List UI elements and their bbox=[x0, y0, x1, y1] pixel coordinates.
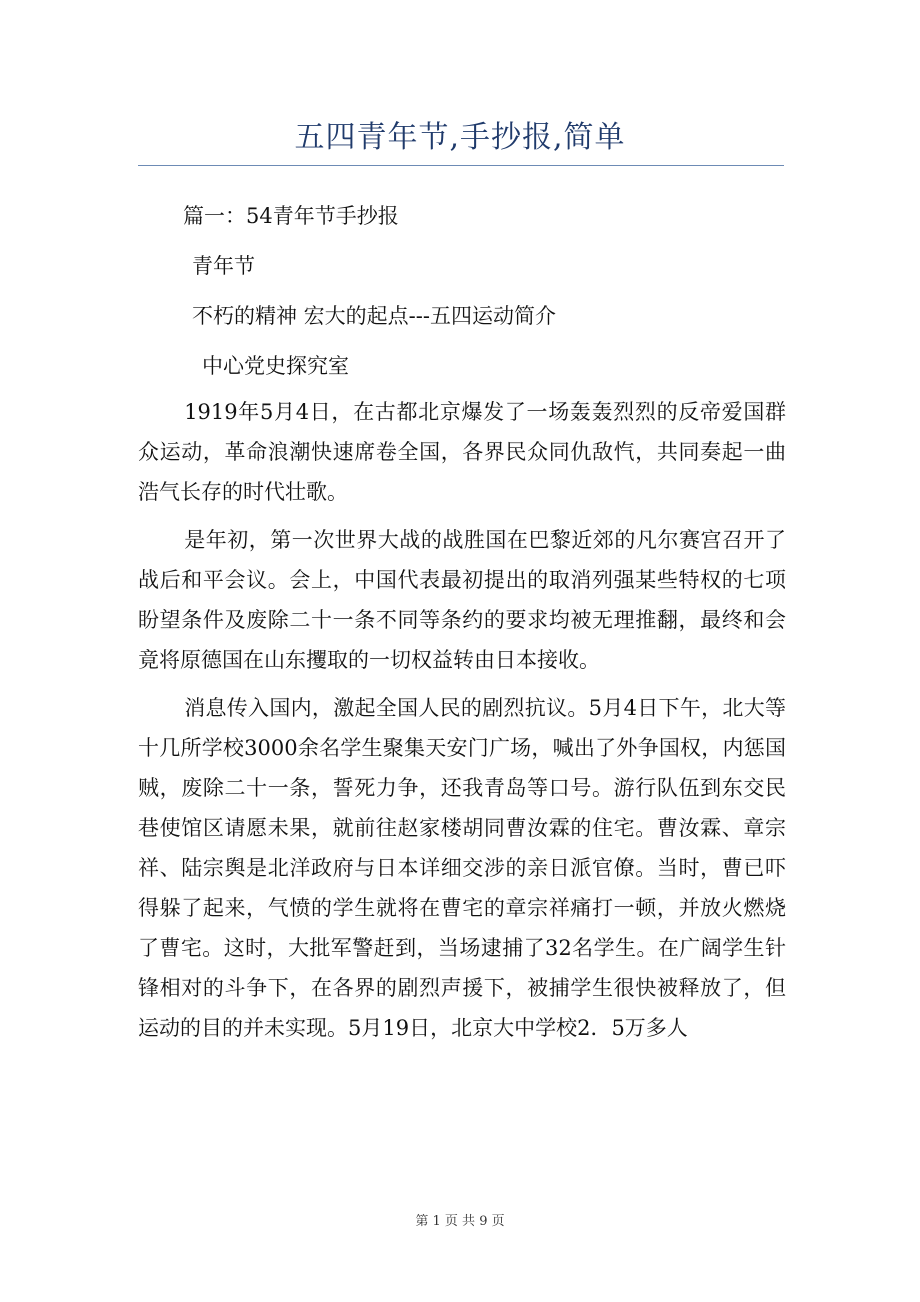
article-title: 不朽的精神 宏大的起点---五四运动简介 bbox=[192, 304, 556, 328]
title-divider bbox=[138, 165, 784, 166]
paragraph: 消息传入国内，激起全国人民的剧烈抗议。5月4日下午，北大等十几所学校3000余名学生聚集天安门广场，喊出了外争国权，内惩国贼，废除二十一条，誓死力争，还我青岛等口号。游行队伍到东交民巷使馆区请愿未果，就前往赵家楼胡同曹汝霖的住宅。曹汝霖、章宗祥、陆宗舆是北洋政府与日本详细交涉的亲日派官僚。当时，曹已吓得躲了起来，气愤的学生就将在曹宅的章宗祥痛打一顿，并放火燃烧了曹宅。这时，大批军警赶到，当场逮捕了32名学生。在广阔学生针锋相对的斗争下，在各界的剧烈声援下，被捕学生很快被释放了，但运动的目的并未实现。5月19日，北京大中学校2．5万多人 bbox=[138, 696, 786, 1040]
subheading-youth-day: 青年节 bbox=[192, 254, 255, 278]
paragraph: 是年初，第一次世界大战的战胜国在巴黎近郊的凡尔赛宫召开了战后和平会议。会上，中国代表最初提出的取消列强某些特权的七项盼望条件及废除二十一条不同等条约的要求均被无理推翻，最终和会竟将原德国在山东攫取的一切权益转由日本接收。 bbox=[138, 528, 786, 672]
section-heading: 篇一：54青年节手抄报 bbox=[183, 204, 399, 228]
article-author: 中心党史探究室 bbox=[202, 354, 349, 378]
article-text bbox=[138, 392, 786, 1048]
document-title: 五四青年节,手抄报,简单 bbox=[294, 120, 626, 155]
paragraph: 1919年5月4日，在古都北京爆发了一场轰轰烈烈的反帝爱国群众运动，革命浪潮快速席卷全国，各界民众同仇敌忾，共同奏起一曲浩气长存的时代壮歌。 bbox=[138, 400, 786, 504]
page-footer: 第 1 页 共 9 页 bbox=[415, 1214, 505, 1229]
